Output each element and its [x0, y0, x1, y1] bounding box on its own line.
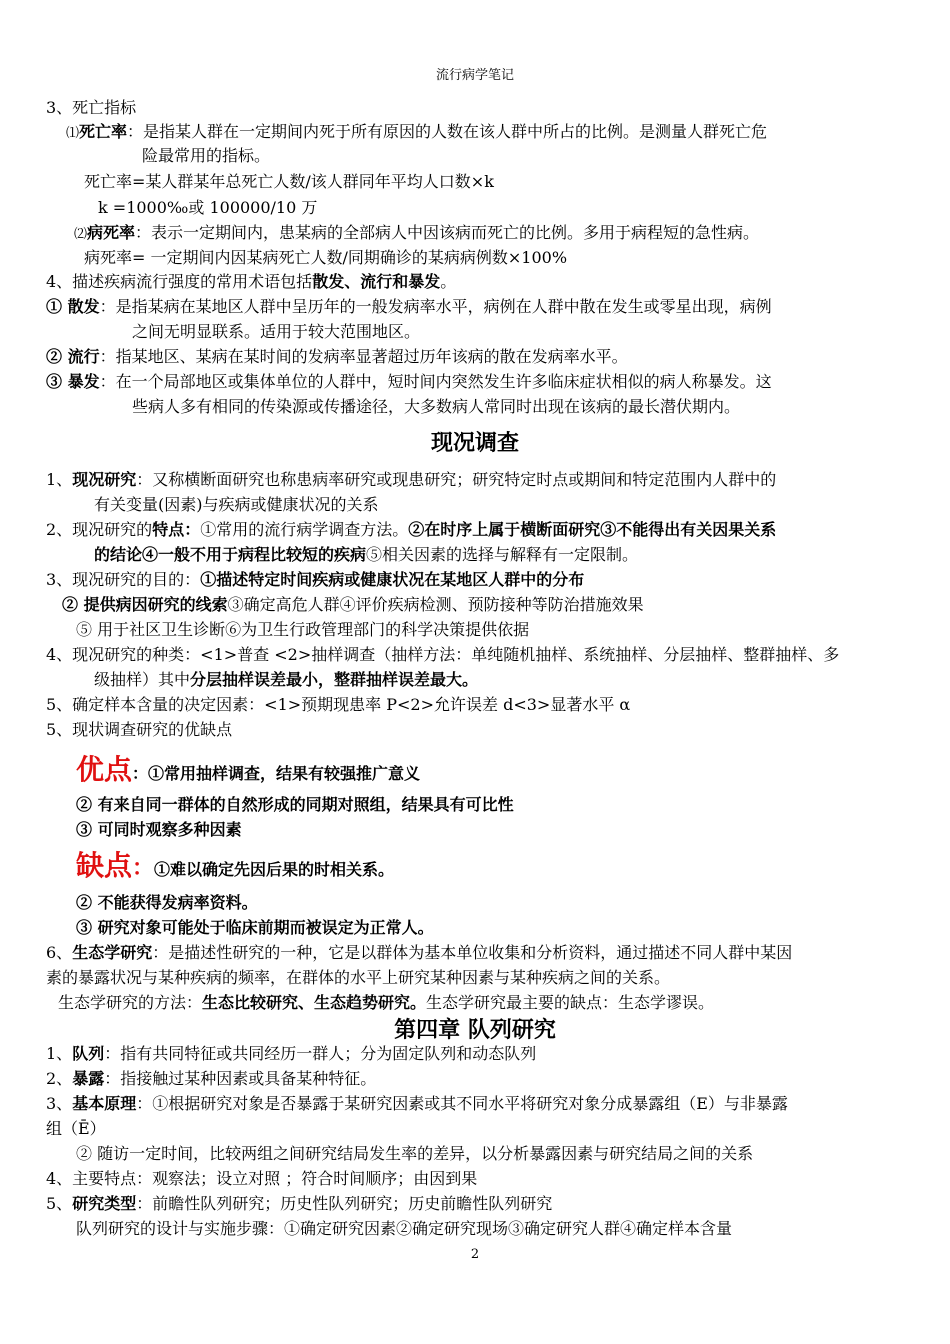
mortality-rate-def-cont: 险最常用的指标。	[142, 146, 271, 165]
basic-principle-cont-2: ② 随访一定时间，比较两组之间研究结局发生率的差异，以分析暴露因素与研究结局之间的关系	[76, 1144, 754, 1163]
page-header: 流行病学笔记	[435, 68, 514, 83]
cons-item-3: ③ 研究对象可能处于临床前期而被误定为正常人。	[76, 918, 434, 937]
sporadic-def-cont: 之间无明显联系。适用于较大范围地区。	[132, 322, 421, 341]
cs-purpose: 3、现况研究的目的：①描述特定时间疾病或健康状况在某地区人群中的分布	[46, 570, 585, 589]
pros-line: 优点：①常用抽样调查，结果有较强推广意义	[76, 753, 421, 786]
cons-label: 缺点	[76, 849, 133, 882]
epidemic-def: ② 流行：指某地区、某病在某时间的发病率显著超过历年该病的散在发病率水平。	[46, 347, 628, 366]
fatality-rate-formula: 病死率= 一定期间内因某病死亡人数/同期确诊的某病病例数×100%	[84, 248, 568, 267]
term: 队列	[72, 1044, 105, 1063]
heading-chapter-4: 第四章 队列研究	[394, 1017, 556, 1043]
term: 病死率	[87, 223, 136, 242]
term: 基本原理	[72, 1094, 137, 1113]
cs-types-cont: 级抽样）其中分层抽样误差最小，整群抽样误差最大。	[94, 670, 479, 689]
main-features: 4、主要特点：观察法；设立对照 ；符合时间顺序；由因到果	[46, 1169, 478, 1188]
cs-purpose-cont: ② 提供病因研究的线索③确定高危人群④评价疾病检测、预防接种等防治措施效果	[62, 595, 644, 614]
fatality-rate-def	[74, 221, 759, 247]
cs-sample-size: 5、确定样本含量的决定因素：<1>预期现患率 P<2>允许误差 d<3>显著水平 α	[46, 695, 631, 714]
item-number: ⑴	[66, 126, 80, 141]
exposure-def: 2、暴露：指接触过某种因素或具备某种特征。	[46, 1069, 377, 1088]
heading-cross-sectional-survey: 现况调查	[430, 430, 519, 456]
outbreak-def: ③ 暴发：在一个局部地区或集体单位的人群中，短时间内突然发生许多临床症状相似的病人称暴发。这	[46, 372, 772, 391]
term: 研究类型	[72, 1194, 137, 1213]
term: 生态学研究	[72, 943, 153, 962]
mortality-rate-k: k =1000‰或 100000/10 万	[98, 198, 318, 217]
definition: ：表示一定期间内，患某病的全部病人中因该病而死亡的比例。多用于病程短的急性病。	[135, 223, 760, 242]
term: 现况研究	[72, 470, 137, 489]
cohort-def: 1、队列：指有共同特征或共同经历一群人；分为固定队列和动态队列	[46, 1044, 537, 1063]
mortality-rate-formula: 死亡率=某人群某年总死亡人数/该人群同年平均人口数×k	[84, 172, 494, 191]
outbreak-def-cont: 些病人多有相同的传染源或传播途径，大多数病人常同时出现在该病的最长潜伏期内。	[132, 397, 741, 416]
pros-label: 优点	[76, 753, 133, 786]
definition: ：是指某人群在一定期间内死于所有原因的人数在该人群中所占的比例。是测量人群死亡危	[127, 122, 768, 141]
section-title-mortality-indicators: 3、死亡指标	[46, 98, 137, 117]
cs-features: 2、现况研究的特点：①常用的流行病学调查方法。②在时序上属于横断面研究③不能得出有关因果关系	[46, 520, 777, 539]
term: ③ 暴发	[46, 372, 100, 391]
term: ② 流行	[46, 347, 100, 366]
mortality-rate-def	[66, 120, 767, 146]
cs-definition: 1、现况研究：又称横断面研究也称患病率研究或现患研究；研究特定时点或期间和特定范围内人群中的	[46, 470, 777, 489]
pros-item-3: ③ 可同时观察多种因素	[76, 820, 242, 839]
cs-types: 4、现况研究的种类：<1>普查 <2>抽样调查（抽样方法：单纯随机抽样、系统抽样、分层抽样、整群抽样、多	[46, 645, 840, 664]
page-number: 2	[470, 1247, 480, 1262]
cs-purpose-cont-2: ⑤ 用于社区卫生诊断⑥为卫生行政管理部门的科学决策提供依据	[76, 620, 530, 639]
sporadic-def: ① 散发：是指某病在某地区人群中呈历年的一般发病率水平，病例在人群中散在发生或零星出现，病例	[46, 297, 772, 316]
item-number: ⑵	[74, 227, 88, 242]
cons-item-2: ② 不能获得发病率资料。	[76, 893, 258, 912]
term: 暴露	[72, 1069, 105, 1088]
term: 死亡率	[79, 122, 128, 141]
ecological-study-def: 6、生态学研究：是描述性研究的一种，它是以群体为基本单位收集和分析资料，通过描述不同人群中某因	[46, 943, 793, 962]
design-steps: 队列研究的设计与实施步骤：①确定研究因素②确定研究现场③确定研究人群④确定样本含量	[76, 1219, 733, 1238]
cs-features-cont: 的结论④一般不用于病程比较短的疾病⑤相关因素的选择与解释有一定限制。	[94, 545, 639, 564]
basic-principle-cont: 组（Ē）	[46, 1119, 106, 1138]
cs-pros-cons-title: 5、现状调查研究的优缺点	[46, 720, 233, 739]
ecological-study-methods: 生态学研究的方法：生态比较研究、生态趋势研究。生态学研究最主要的缺点：生态学谬误。	[58, 993, 715, 1012]
study-types: 5、研究类型：前瞻性队列研究；历史性队列研究；历史前瞻性队列研究	[46, 1194, 553, 1213]
pros-item-2: ② 有来自同一群体的自然形成的同期对照组，结果具有可比性	[76, 795, 514, 814]
basic-principle: 3、基本原理：①根据研究对象是否暴露于某研究因素或其不同水平将研究对象分成暴露组（E）与非暴露	[46, 1094, 788, 1113]
ecological-study-def-cont: 素的暴露状况与某种疾病的频率，在群体的水平上研究某种因素与某种疾病之间的关系。	[46, 968, 671, 987]
cs-definition-cont: 有关变量(因素)与疾病或健康状况的关系	[94, 495, 379, 514]
term: ① 散发	[46, 297, 100, 316]
epidemic-intensity-terms: 4、描述疾病流行强度的常用术语包括散发、流行和暴发。	[46, 272, 457, 291]
cons-line: 缺点：①难以确定先因后果的时相关系。	[76, 849, 395, 882]
